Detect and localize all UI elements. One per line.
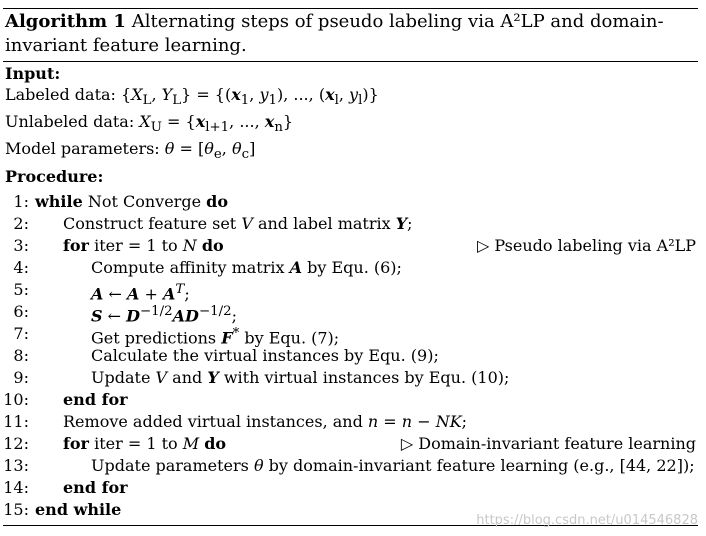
line-text: A ← $A + A^T$;: [91, 281, 190, 303]
algorithm-title: [3, 9, 698, 58]
line-text: for iter = 1 to N do: [63, 235, 224, 255]
procedure-heading: [3, 166, 698, 187]
algo-line: [3, 323, 698, 345]
line-text: Remove added virtual instances, and n = n − NK;: [63, 411, 468, 431]
algo-line: [3, 389, 698, 411]
procedure-label: Procedure:: [5, 166, 104, 186]
algo-line: [3, 455, 698, 477]
line-text: S ← $D^{-1/2}AD^{-1/2}$;: [91, 303, 237, 325]
line-number: 11:: [3, 411, 29, 431]
input-unlabeled: Unlabeled data: $X_U = \{x_{l+1}$, ..., $x_n$}: [5, 112, 294, 136]
algorithm-title-label: Algorithm 1: [5, 11, 126, 32]
algo-line: [3, 301, 698, 323]
line-number: 10:: [3, 389, 29, 409]
line-number: 1:: [13, 191, 29, 211]
algo-line: [3, 235, 698, 257]
line-text: Update V and Y with virtual instances by Equ. (10);: [91, 367, 510, 387]
algo-line: [3, 367, 698, 389]
line-number: 13:: [3, 455, 29, 475]
algo-line: [3, 257, 698, 279]
input-label: Input:: [5, 64, 61, 83]
algo-line: [3, 213, 698, 235]
line-number: 8:: [13, 345, 29, 365]
line-text: Update parameters θ by domain-invariant feature learning (e.g., [44, 22]);: [91, 455, 695, 475]
input-parameters: Model parameters: $\theta = [\theta_e$, $\theta_c$]: [5, 139, 256, 163]
line-number: 9:: [13, 367, 29, 387]
line-text: end for: [63, 477, 128, 497]
line-text: end while: [35, 499, 122, 519]
algo-line: [3, 191, 698, 213]
line-number: 3:: [13, 235, 29, 255]
algorithm-title-text: Alternating steps of pseudo labeling via A²LP and domain-invariant feature learning.: [5, 11, 664, 56]
line-text: while Not Converge do: [35, 191, 228, 211]
algo-line: [3, 345, 698, 367]
watermark: https://blog.csdn.net/u014546828: [476, 513, 698, 528]
algo-line: [3, 411, 698, 433]
algo-line: [3, 433, 698, 455]
line-number: 14:: [3, 477, 29, 497]
input-labeled: Labeled data: {$X_L$, $Y_L\} = \{(x_1$, $y_1$), ..., ($x_l$, $y_l$)}: [5, 85, 379, 109]
line-text: Get predictions F* by Equ. (7);: [91, 325, 340, 347]
line-comment: ▷ Domain-invariant feature learning: [400, 433, 696, 453]
title-rule: [3, 61, 698, 62]
line-text: Compute affinity matrix A by Equ. (6);: [91, 257, 402, 277]
line-text: Construct feature set V and label matrix Y;: [63, 213, 413, 233]
line-number: 2:: [13, 213, 29, 233]
line-number: 12:: [3, 433, 29, 453]
line-text: end for: [63, 389, 128, 409]
algorithm-box: [3, 8, 698, 526]
line-text: Calculate the virtual instances by Equ. (9);: [91, 345, 439, 365]
line-number: 7:: [13, 323, 29, 343]
line-number: 15:: [3, 499, 29, 519]
line-comment: ▷ Pseudo labeling via A²LP: [476, 235, 696, 255]
input-heading: [3, 63, 698, 84]
algo-line: [3, 279, 698, 301]
line-number: 6:: [13, 301, 29, 321]
line-number: 4:: [13, 257, 29, 277]
line-number: 5:: [13, 279, 29, 299]
line-text: for iter = 1 to M do: [63, 433, 227, 453]
algo-line: [3, 477, 698, 499]
